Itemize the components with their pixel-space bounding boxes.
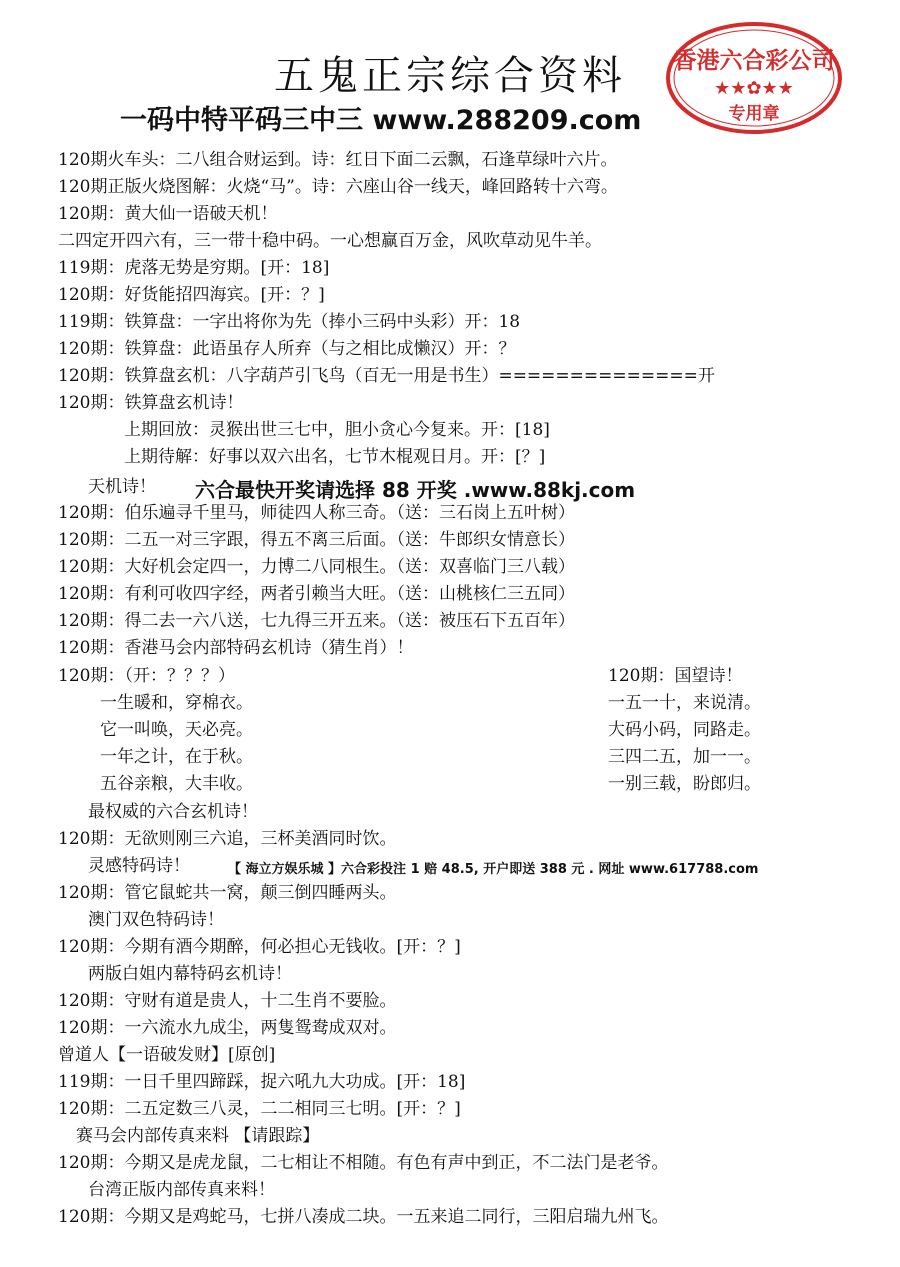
text-line: 120期：二五一对三字跟，得五不离三后面。（送：牛郎织女情意长） bbox=[58, 530, 575, 550]
text-line: 上期回放：灵猴出世三七中，胆小贪心今复来。开：[18] bbox=[124, 420, 550, 440]
text-line: 120期：管它鼠蛇共一窝，颠三倒四睡两头。 bbox=[58, 883, 397, 903]
seal-star-row: ★★✿★★ bbox=[714, 78, 794, 99]
text-line: 120期：铁算盘玄机诗！ bbox=[58, 393, 244, 413]
seal-bottom-text: 专用章 bbox=[728, 104, 780, 124]
section-heading: 台湾正版内部传真来料！ bbox=[88, 1180, 275, 1200]
text-line: 120期：守财有道是贵人，十二生肖不要脸。 bbox=[58, 991, 397, 1011]
text-line: 120期：今期又是鸡蛇马，七拼八凑成二块。一五来追二同行，三阳启瑞九州飞。 bbox=[58, 1207, 669, 1227]
text-line: 120期正版火烧图解：火烧“马”。诗：六座山谷一线天，峰回路转十六弯。 bbox=[58, 177, 618, 197]
section-heading: 灵感特码诗！ bbox=[88, 856, 190, 876]
section-heading: 赛马会内部传真来料 【请跟踪】 bbox=[76, 1126, 320, 1146]
text-line: 120期：黄大仙一语破天机！ bbox=[58, 204, 278, 224]
text-line: 120期：香港马会内部特码玄机诗（猜生肖）！ bbox=[58, 638, 414, 658]
text-line: 120期：一六流水九成尘，两隻鸳鸯成双对。 bbox=[58, 1018, 397, 1038]
text-line: 二四定开四六有，三一带十稳中码。一心想赢百万金，风吹草动见牛羊。 bbox=[58, 231, 602, 251]
text-line: 120期：国望诗！ bbox=[608, 666, 743, 686]
text-line: 120期：铁算盘：此语虽存人所弃（与之相比成懒汉）开：？ bbox=[58, 339, 516, 359]
text-line: 120期：今期有酒今期醉，何必担心无钱收。[开：？] bbox=[58, 937, 461, 957]
section-heading: 两版白姐内幕特码玄机诗！ bbox=[88, 964, 292, 984]
poem-line: 三四二五，加一一。 bbox=[608, 747, 761, 767]
poem-line: 大码小码，同路走。 bbox=[608, 720, 761, 740]
company-seal-stamp bbox=[664, 20, 844, 136]
text-line: 119期：虎落无势是穷期。[开：18] bbox=[58, 258, 330, 278]
seal-top-text: 香港六合彩公司 bbox=[673, 48, 835, 74]
section-heading: 曾道人【一语破发财】[原创] bbox=[58, 1045, 276, 1065]
poem-line: 一五一十，来说清。 bbox=[608, 693, 761, 713]
text-line: 119期：铁算盘：一字出将你为先（捧小三码中头彩）开：18 bbox=[58, 312, 521, 332]
text-line: 120期：铁算盘玄机：八字葫芦引飞鸟（百无一用是书生）==============开 bbox=[58, 366, 715, 386]
ad-617788: 【 海立方娱乐城 】六合彩投注 1 赔 48.5, 开户即送 388 元 . 网址 www.617788.com bbox=[228, 862, 759, 877]
text-line: 120期：无欲则刚三六追，三杯美酒同时饮。 bbox=[58, 829, 397, 849]
section-heading: 天机诗！ bbox=[88, 477, 156, 497]
poem-line: 一生暖和，穿棉衣。 bbox=[100, 693, 253, 713]
section-heading: 澳门双色特码诗！ bbox=[88, 910, 224, 930]
subtitle-website: 一码中特平码三中三 www.288209.com bbox=[120, 105, 642, 136]
poem-line: 五谷亲粮，大丰收。 bbox=[100, 774, 253, 794]
poem-line: 一别三载，盼郎归。 bbox=[608, 774, 761, 794]
text-line: 上期待解：好事以双六出名，七节木棍观日月。开：[？] bbox=[124, 447, 546, 467]
text-line: 120期：有利可收四字经，两者引赖当大旺。（送：山桃核仁三五同） bbox=[58, 584, 575, 604]
text-line: 120期：好货能招四海宾。[开：？] bbox=[58, 285, 325, 305]
text-line: 120期：伯乐遍寻千里马，师徒四人称三奇。（送：三石岗上五叶树） bbox=[58, 503, 575, 523]
banner-88kj: 六合最快开奖请选择 88 开奖 .www.88kj.com bbox=[195, 478, 636, 502]
text-line: 120期：大好机会定四一，力博二八同根生。（送：双喜临门三八载） bbox=[58, 557, 575, 577]
text-line: 120期：得二去一六八送，七九得三开五来。（送：被压石下五百年） bbox=[58, 611, 575, 631]
text-line: 120期火车头：二八组合财运到。诗：红日下面二云飘，石逢草绿叶六片。 bbox=[58, 150, 618, 170]
text-line: 120期：二五定数三八灵，二二相同三七明。[开：？] bbox=[58, 1099, 461, 1119]
text-line: 120期：今期又是虎龙鼠，二七相让不相随。有色有声中到正，不二法门是老爷。 bbox=[58, 1153, 669, 1173]
section-heading: 最权威的六合玄机诗！ bbox=[88, 802, 258, 822]
poem-line: 一年之计，在于秋。 bbox=[100, 747, 253, 767]
text-line: 120期：（开：？？？） bbox=[58, 666, 235, 686]
poem-line: 它一叫唤，天必亮。 bbox=[100, 720, 253, 740]
text-line: 119期：一日千里四蹄踩，捉六吼九大功成。[开：18] bbox=[58, 1072, 466, 1092]
page-title: 五鬼正宗综合资料 bbox=[274, 53, 626, 99]
